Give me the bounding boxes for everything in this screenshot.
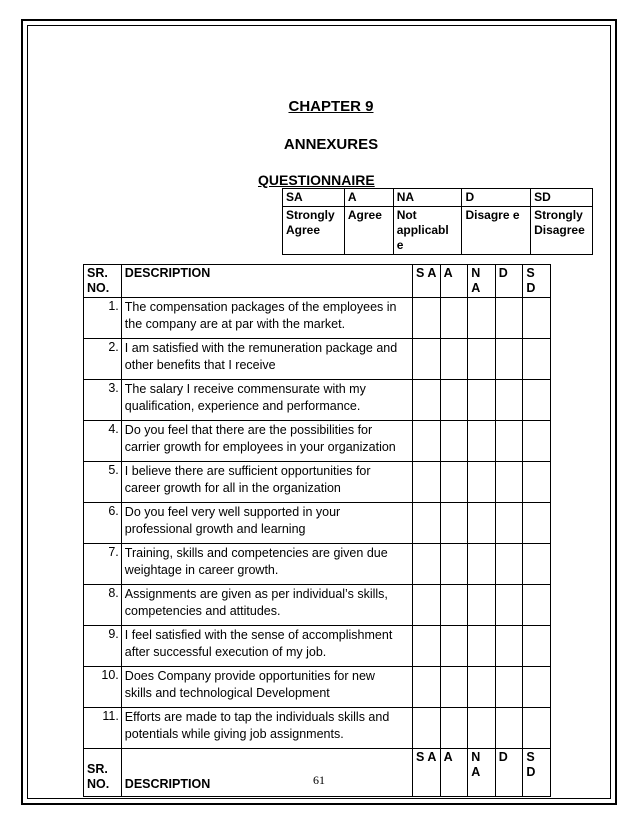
- header-d: D: [495, 265, 523, 298]
- row-description: [121, 339, 412, 380]
- response-cell-sd[interactable]: [523, 544, 551, 585]
- response-cell-d[interactable]: [495, 585, 523, 626]
- response-cell-sa[interactable]: [413, 503, 441, 544]
- legend-key: NA: [393, 189, 462, 207]
- table-row: [84, 380, 551, 421]
- legend-meaning: Strongly Disagree: [531, 207, 593, 255]
- table-row: [84, 339, 551, 380]
- response-cell-sa[interactable]: [413, 585, 441, 626]
- response-cell-na[interactable]: [468, 380, 496, 421]
- legend-meaning: Not applicabl e: [393, 207, 462, 255]
- description-line: career growth for all in the organization: [124, 481, 341, 495]
- row-description: [121, 503, 412, 544]
- response-cell-na[interactable]: [468, 708, 496, 749]
- table-row: [84, 544, 551, 585]
- response-cell-na[interactable]: [468, 667, 496, 708]
- response-cell-a[interactable]: [440, 421, 468, 462]
- legend-meaning: Disagre e: [462, 207, 531, 255]
- response-cell-d[interactable]: [495, 380, 523, 421]
- description-line: professional growth and learning: [124, 522, 306, 536]
- response-cell-a[interactable]: [440, 503, 468, 544]
- table-row: [84, 708, 551, 749]
- chapter-title: CHAPTER 9: [288, 98, 374, 115]
- footer-a: A: [440, 749, 468, 797]
- description-line: competencies and attitudes.: [124, 604, 281, 618]
- row-description: [121, 667, 412, 708]
- row-number: 11.: [84, 708, 122, 749]
- legend-meanings-row: [283, 207, 593, 255]
- description-line: The compensation packages of the employees in: [124, 300, 397, 314]
- response-cell-d[interactable]: [495, 626, 523, 667]
- description-line: I feel satisfied with the sense of accomplishment: [124, 628, 393, 642]
- row-number: 3.: [84, 380, 122, 421]
- response-cell-d[interactable]: [495, 421, 523, 462]
- response-cell-d[interactable]: [495, 544, 523, 585]
- response-cell-sa[interactable]: [413, 708, 441, 749]
- response-cell-a[interactable]: [440, 380, 468, 421]
- description-line: Do you feel that there are the possibilities for: [124, 423, 373, 437]
- legend-table: [282, 188, 593, 255]
- row-description: [121, 462, 412, 503]
- legend-key: D: [462, 189, 531, 207]
- description-line: weightage in career growth.: [124, 563, 279, 577]
- description-line: carrier growth for employees in your organization: [124, 440, 396, 454]
- response-cell-a[interactable]: [440, 462, 468, 503]
- response-cell-d[interactable]: [495, 667, 523, 708]
- row-number: 7.: [84, 544, 122, 585]
- table-row: [84, 462, 551, 503]
- table-row: [84, 298, 551, 339]
- response-cell-sd[interactable]: [523, 339, 551, 380]
- response-cell-na[interactable]: [468, 462, 496, 503]
- response-cell-sa[interactable]: [413, 462, 441, 503]
- description-line: the company are at par with the market.: [124, 317, 346, 331]
- response-cell-sd[interactable]: [523, 626, 551, 667]
- description-line: Assignments are given as per individual’s skills,: [124, 587, 388, 601]
- footer-sd: S D: [523, 749, 551, 797]
- legend-meaning: Agree: [344, 207, 393, 255]
- row-number: 1.: [84, 298, 122, 339]
- header-sd: S D: [523, 265, 551, 298]
- footer-na: N A: [468, 749, 496, 797]
- header-sr-no: SR. NO.: [84, 265, 122, 298]
- legend-meaning: Strongly Agree: [283, 207, 345, 255]
- header-sa: S A: [413, 265, 441, 298]
- header-na: N A: [468, 265, 496, 298]
- legend-key: A: [344, 189, 393, 207]
- response-cell-na[interactable]: [468, 626, 496, 667]
- response-cell-sa[interactable]: [413, 421, 441, 462]
- row-number: 9.: [84, 626, 122, 667]
- description-line: Do you feel very well supported in your: [124, 505, 341, 519]
- row-description: [121, 626, 412, 667]
- footer-sa: S A: [413, 749, 441, 797]
- table-row: [84, 421, 551, 462]
- description-line: I am satisfied with the remuneration package and: [124, 341, 398, 355]
- description-line: The salary I receive commensurate with my: [124, 382, 366, 396]
- row-description: [121, 298, 412, 339]
- response-cell-na[interactable]: [468, 585, 496, 626]
- table-row: [84, 585, 551, 626]
- response-cell-na[interactable]: [468, 544, 496, 585]
- footer-d: D: [495, 749, 523, 797]
- row-number: 10.: [84, 667, 122, 708]
- description-line: other benefits that I receive: [124, 358, 276, 372]
- footer-description: DESCRIPTION: [121, 749, 412, 797]
- row-description: [121, 380, 412, 421]
- row-number: 5.: [84, 462, 122, 503]
- header-a: A: [440, 265, 468, 298]
- response-cell-a[interactable]: [440, 626, 468, 667]
- response-cell-na[interactable]: [468, 298, 496, 339]
- table-row: [84, 626, 551, 667]
- response-cell-sa[interactable]: [413, 667, 441, 708]
- response-cell-sd[interactable]: [523, 667, 551, 708]
- legend-key: SA: [283, 189, 345, 207]
- response-cell-sd[interactable]: [523, 585, 551, 626]
- response-cell-sd[interactable]: [523, 298, 551, 339]
- table-row: [84, 667, 551, 708]
- table-row: [84, 503, 551, 544]
- response-cell-a[interactable]: [440, 708, 468, 749]
- response-cell-d[interactable]: [495, 708, 523, 749]
- questionnaire-title: QUESTIONNAIRE: [258, 172, 375, 188]
- response-cell-d[interactable]: [495, 339, 523, 380]
- response-cell-a[interactable]: [440, 585, 468, 626]
- row-number: 8.: [84, 585, 122, 626]
- page-number: 61: [313, 773, 325, 787]
- description-line: qualification, experience and performance.: [124, 399, 361, 413]
- description-line: I believe there are sufficient opportunities for: [124, 464, 371, 478]
- row-description: [121, 708, 412, 749]
- description-line: Does Company provide opportunities for new: [124, 669, 375, 683]
- response-cell-sd[interactable]: [523, 462, 551, 503]
- response-cell-sd[interactable]: [523, 708, 551, 749]
- table-header-row: [84, 265, 551, 298]
- row-description: [121, 421, 412, 462]
- response-cell-sa[interactable]: [413, 544, 441, 585]
- response-cell-a[interactable]: [440, 544, 468, 585]
- response-cell-d[interactable]: [495, 298, 523, 339]
- response-cell-sa[interactable]: [413, 298, 441, 339]
- response-cell-sa[interactable]: [413, 626, 441, 667]
- response-cell-na[interactable]: [468, 339, 496, 380]
- response-cell-a[interactable]: [440, 339, 468, 380]
- row-number: 4.: [84, 421, 122, 462]
- legend-key: SD: [531, 189, 593, 207]
- description-line: potentials while giving job assignments.: [124, 727, 344, 741]
- questionnaire-table: [83, 264, 551, 797]
- response-cell-sd[interactable]: [523, 380, 551, 421]
- response-cell-d[interactable]: [495, 503, 523, 544]
- description-line: Training, skills and competencies are given due: [124, 546, 388, 560]
- response-cell-sd[interactable]: [523, 503, 551, 544]
- row-number: 2.: [84, 339, 122, 380]
- legend-keys-row: [283, 189, 593, 207]
- row-number: 6.: [84, 503, 122, 544]
- header-description: DESCRIPTION: [121, 265, 412, 298]
- response-cell-a[interactable]: [440, 667, 468, 708]
- row-description: [121, 544, 412, 585]
- response-cell-na[interactable]: [468, 503, 496, 544]
- response-cell-d[interactable]: [495, 462, 523, 503]
- questionnaire-body: [84, 265, 551, 797]
- description-line: Efforts are made to tap the individuals skills and: [124, 710, 390, 724]
- row-description: [121, 585, 412, 626]
- footer-sr-no: SR. NO.: [84, 749, 122, 797]
- response-cell-sd[interactable]: [523, 421, 551, 462]
- response-cell-a[interactable]: [440, 298, 468, 339]
- description-line: after successful execution of my job.: [124, 645, 327, 659]
- response-cell-na[interactable]: [468, 421, 496, 462]
- response-cell-sa[interactable]: [413, 380, 441, 421]
- section-title: ANNEXURES: [283, 136, 379, 153]
- description-line: skills and technological Development: [124, 686, 330, 700]
- response-cell-sa[interactable]: [413, 339, 441, 380]
